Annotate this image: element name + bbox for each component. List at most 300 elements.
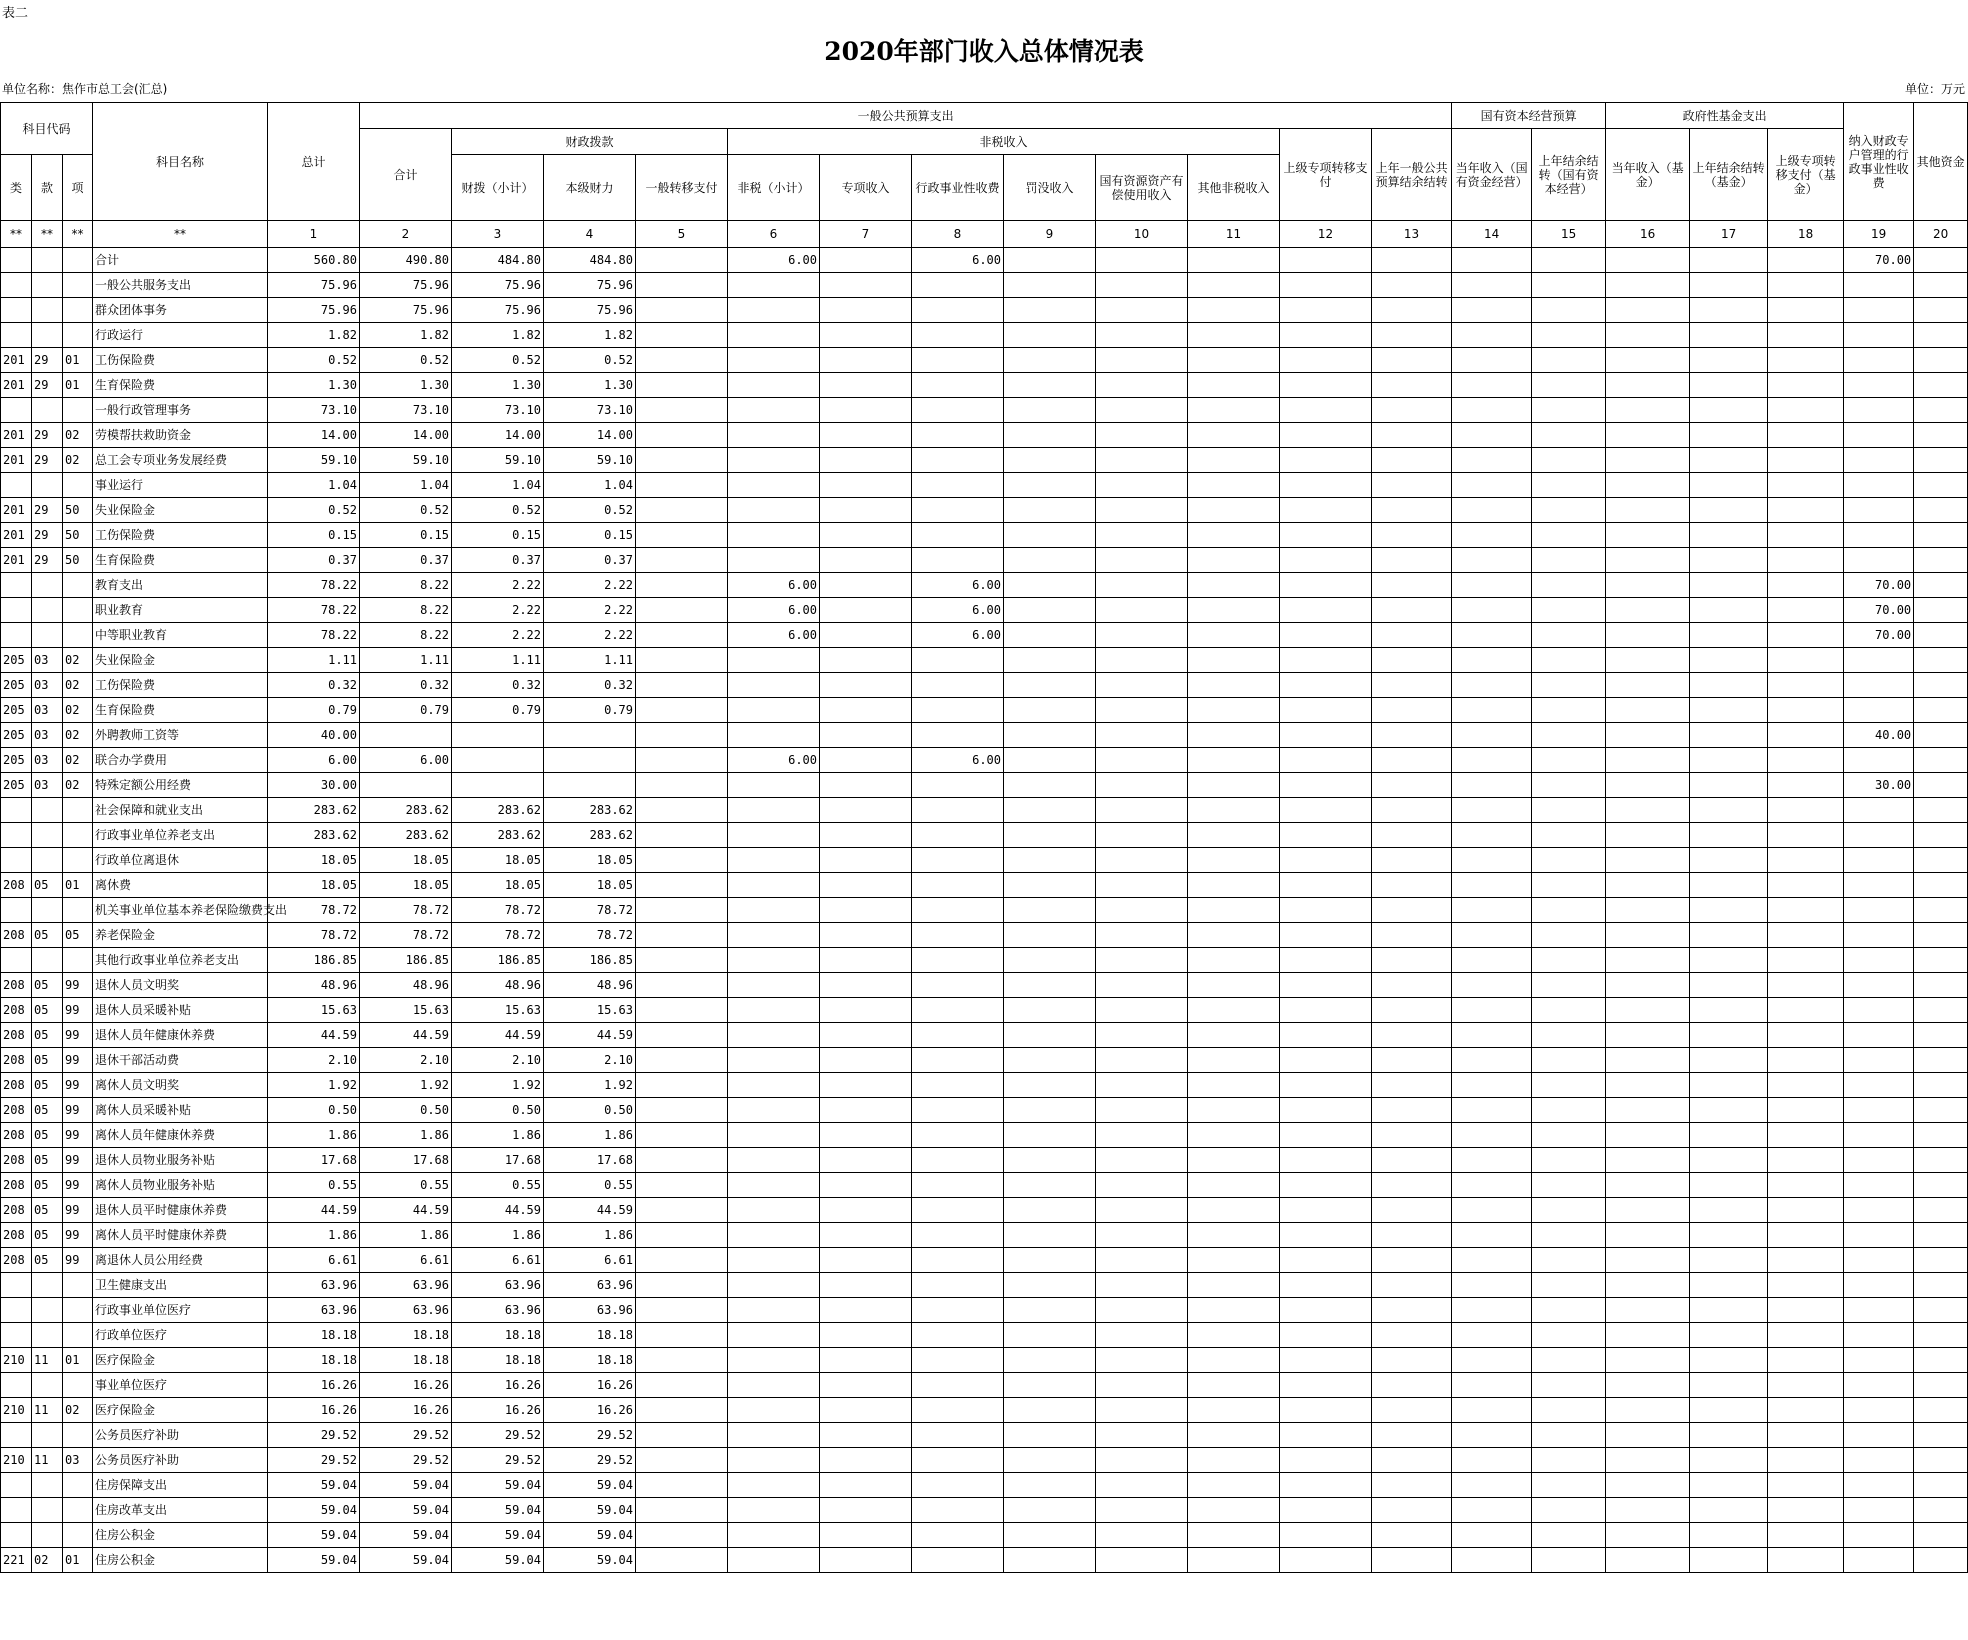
fiscal-subtotal-cell: 2.10: [452, 1048, 544, 1073]
total-cell: 0.52: [268, 498, 360, 523]
special-income-cell: [820, 1373, 912, 1398]
entry-code-cell: 02: [63, 773, 93, 798]
admin-fees-cell: [912, 298, 1004, 323]
nontax-subtotal-cell: [728, 498, 820, 523]
prev-general-balance-cell: [1372, 348, 1452, 373]
confiscation-cell: [1004, 1473, 1096, 1498]
prev-general-balance-cell: [1372, 698, 1452, 723]
state-asset-income-cell: [1096, 773, 1188, 798]
column-index-cell: 13: [1372, 221, 1452, 248]
fiscal-managed-fees-cell: [1844, 423, 1914, 448]
nontax-subtotal-cell: [728, 1423, 820, 1448]
subject-name-cell: 行政运行: [93, 323, 268, 348]
prev-general-balance-cell: [1372, 848, 1452, 873]
prev-general-balance-cell: [1372, 1123, 1452, 1148]
column-index-cell: 7: [820, 221, 912, 248]
subject-name-cell: 一般公共服务支出: [93, 273, 268, 298]
prev-balance-capital-cell: [1532, 798, 1606, 823]
fiscal-managed-fees-cell: 70.00: [1844, 573, 1914, 598]
prev-balance-capital-cell: [1532, 1273, 1606, 1298]
total-cell: 1.82: [268, 323, 360, 348]
prev-general-balance-cell: [1372, 1223, 1452, 1248]
upper-special-fund-cell: [1768, 1448, 1844, 1473]
fiscal-managed-fees-cell: [1844, 798, 1914, 823]
prev-balance-fund-cell: [1690, 748, 1768, 773]
current-income-capital-cell: [1452, 1523, 1532, 1548]
fiscal-subtotal-cell: 73.10: [452, 398, 544, 423]
fiscal-subtotal-cell: 2.22: [452, 623, 544, 648]
total-cell: 63.96: [268, 1273, 360, 1298]
state-asset-income-cell: [1096, 1248, 1188, 1273]
subtotal-cell: 0.79: [360, 698, 452, 723]
kind-code-cell: [1, 473, 32, 498]
entry-code-cell: [63, 1373, 93, 1398]
entry-code-cell: 01: [63, 373, 93, 398]
prev-balance-fund-cell: [1690, 873, 1768, 898]
current-income-capital-cell: [1452, 648, 1532, 673]
current-income-fund-cell: [1606, 1273, 1690, 1298]
local-financial-cell: 1.82: [544, 323, 636, 348]
kind-code-cell: [1, 248, 32, 273]
general-transfer-cell: [636, 1348, 728, 1373]
admin-fees-cell: [912, 1273, 1004, 1298]
upper-special-fund-cell: [1768, 998, 1844, 1023]
admin-fees-cell: [912, 448, 1004, 473]
confiscation-cell: [1004, 348, 1096, 373]
total-cell: 16.26: [268, 1398, 360, 1423]
confiscation-cell: [1004, 698, 1096, 723]
general-transfer-cell: [636, 1473, 728, 1498]
other-funds-cell: [1914, 873, 1968, 898]
other-nontax-cell: [1188, 1123, 1280, 1148]
admin-fees-cell: [912, 473, 1004, 498]
subtotal-cell: 14.00: [360, 423, 452, 448]
general-transfer-cell: [636, 948, 728, 973]
confiscation-cell: [1004, 773, 1096, 798]
fiscal-managed-fees-cell: [1844, 1523, 1914, 1548]
prev-balance-capital-cell: [1532, 848, 1606, 873]
prev-general-balance-cell: [1372, 398, 1452, 423]
admin-fees-cell: [912, 273, 1004, 298]
other-nontax-cell: [1188, 1048, 1280, 1073]
confiscation-cell: [1004, 398, 1096, 423]
fiscal-managed-fees-cell: [1844, 1348, 1914, 1373]
fiscal-managed-fees-cell: 30.00: [1844, 773, 1914, 798]
fiscal-managed-fees-cell: 70.00: [1844, 623, 1914, 648]
special-income-cell: [820, 973, 912, 998]
kind-code-cell: 221: [1, 1548, 32, 1573]
upper-special-transfer-cell: [1280, 823, 1372, 848]
other-funds-cell: [1914, 748, 1968, 773]
upper-special-fund-cell: [1768, 1498, 1844, 1523]
header-fiscal-subtotal: 财拨（小计）: [452, 155, 544, 221]
header-confiscation: 罚没收入: [1004, 155, 1096, 221]
item-code-cell: 29: [32, 373, 63, 398]
other-nontax-cell: [1188, 723, 1280, 748]
general-transfer-cell: [636, 623, 728, 648]
other-funds-cell: [1914, 823, 1968, 848]
local-financial-cell: 0.52: [544, 348, 636, 373]
nontax-subtotal-cell: [728, 1498, 820, 1523]
prev-balance-capital-cell: [1532, 598, 1606, 623]
nontax-subtotal-cell: [728, 723, 820, 748]
fiscal-managed-fees-cell: [1844, 823, 1914, 848]
current-income-capital-cell: [1452, 948, 1532, 973]
fiscal-subtotal-cell: 1.86: [452, 1223, 544, 1248]
upper-special-fund-cell: [1768, 1398, 1844, 1423]
nontax-subtotal-cell: [728, 648, 820, 673]
table-row: [1, 1498, 1968, 1523]
upper-special-transfer-cell: [1280, 1423, 1372, 1448]
special-income-cell: [820, 1473, 912, 1498]
other-nontax-cell: [1188, 1548, 1280, 1573]
subtotal-cell: 59.10: [360, 448, 452, 473]
prev-balance-fund-cell: [1690, 998, 1768, 1023]
local-financial-cell: 29.52: [544, 1423, 636, 1448]
column-index-cell: 17: [1690, 221, 1768, 248]
prev-general-balance-cell: [1372, 1073, 1452, 1098]
item-code-cell: 03: [32, 773, 63, 798]
other-funds-cell: [1914, 1323, 1968, 1348]
nontax-subtotal-cell: [728, 1298, 820, 1323]
local-financial-cell: 1.92: [544, 1073, 636, 1098]
upper-special-fund-cell: [1768, 948, 1844, 973]
general-transfer-cell: [636, 523, 728, 548]
upper-special-transfer-cell: [1280, 348, 1372, 373]
subtotal-cell: 17.68: [360, 1148, 452, 1173]
admin-fees-cell: [912, 1173, 1004, 1198]
column-index-cell: **: [1, 221, 32, 248]
upper-special-fund-cell: [1768, 898, 1844, 923]
fiscal-subtotal-cell: 1.82: [452, 323, 544, 348]
subtotal-cell: 1.86: [360, 1123, 452, 1148]
column-index-cell: 16: [1606, 221, 1690, 248]
current-income-capital-cell: [1452, 673, 1532, 698]
confiscation-cell: [1004, 923, 1096, 948]
confiscation-cell: [1004, 1223, 1096, 1248]
subtotal-cell: 2.10: [360, 1048, 452, 1073]
fiscal-managed-fees-cell: [1844, 1223, 1914, 1248]
other-funds-cell: [1914, 1448, 1968, 1473]
special-income-cell: [820, 273, 912, 298]
confiscation-cell: [1004, 1173, 1096, 1198]
other-nontax-cell: [1188, 1523, 1280, 1548]
prev-general-balance-cell: [1372, 748, 1452, 773]
fiscal-subtotal-cell: 59.04: [452, 1473, 544, 1498]
upper-special-fund-cell: [1768, 373, 1844, 398]
subject-name-cell: 行政单位离退休: [93, 848, 268, 873]
total-cell: 15.63: [268, 998, 360, 1023]
upper-special-transfer-cell: [1280, 1298, 1372, 1323]
upper-special-fund-cell: [1768, 1048, 1844, 1073]
local-financial-cell: 484.80: [544, 248, 636, 273]
local-financial-cell: 2.10: [544, 1048, 636, 1073]
other-funds-cell: [1914, 523, 1968, 548]
upper-special-fund-cell: [1768, 1148, 1844, 1173]
table-row: [1, 1248, 1968, 1273]
total-cell: 40.00: [268, 723, 360, 748]
fiscal-subtotal-cell: 18.05: [452, 873, 544, 898]
fiscal-subtotal-cell: 16.26: [452, 1398, 544, 1423]
special-income-cell: [820, 1073, 912, 1098]
fiscal-subtotal-cell: 78.72: [452, 898, 544, 923]
current-income-capital-cell: [1452, 1473, 1532, 1498]
subtotal-cell: 0.15: [360, 523, 452, 548]
item-code-cell: 02: [32, 1548, 63, 1573]
subtotal-cell: 6.00: [360, 748, 452, 773]
other-funds-cell: [1914, 598, 1968, 623]
subject-name-cell: 生育保险费: [93, 698, 268, 723]
fiscal-managed-fees-cell: 40.00: [1844, 723, 1914, 748]
prev-balance-fund-cell: [1690, 948, 1768, 973]
nontax-subtotal-cell: [728, 923, 820, 948]
current-income-fund-cell: [1606, 248, 1690, 273]
subtotal-cell: 1.92: [360, 1073, 452, 1098]
header-state-capital-budget: 国有资本经营预算: [1452, 103, 1606, 129]
prev-balance-fund-cell: [1690, 398, 1768, 423]
subject-name-cell: 退休人员平时健康休养费: [93, 1198, 268, 1223]
admin-fees-cell: [912, 648, 1004, 673]
entry-code-cell: [63, 798, 93, 823]
local-financial-cell: 75.96: [544, 273, 636, 298]
general-transfer-cell: [636, 673, 728, 698]
upper-special-transfer-cell: [1280, 1523, 1372, 1548]
special-income-cell: [820, 948, 912, 973]
header-general-transfer: 一般转移支付: [636, 155, 728, 221]
prev-balance-capital-cell: [1532, 723, 1606, 748]
admin-fees-cell: [912, 973, 1004, 998]
upper-special-transfer-cell: [1280, 1348, 1372, 1373]
upper-special-transfer-cell: [1280, 273, 1372, 298]
other-nontax-cell: [1188, 873, 1280, 898]
general-transfer-cell: [636, 398, 728, 423]
nontax-subtotal-cell: [728, 348, 820, 373]
kind-code-cell: [1, 398, 32, 423]
local-financial-cell: [544, 748, 636, 773]
table-body: [1, 248, 1968, 1573]
current-income-capital-cell: [1452, 1198, 1532, 1223]
current-income-capital-cell: [1452, 1223, 1532, 1248]
subtotal-cell: 18.18: [360, 1323, 452, 1348]
other-nontax-cell: [1188, 1148, 1280, 1173]
item-code-cell: 05: [32, 1123, 63, 1148]
table-row: [1, 1148, 1968, 1173]
item-code-cell: 29: [32, 548, 63, 573]
subject-name-cell: 离退休人员公用经费: [93, 1248, 268, 1273]
special-income-cell: [820, 748, 912, 773]
total-cell: 17.68: [268, 1148, 360, 1173]
other-nontax-cell: [1188, 773, 1280, 798]
prev-balance-fund-cell: [1690, 373, 1768, 398]
confiscation-cell: [1004, 1098, 1096, 1123]
special-income-cell: [820, 873, 912, 898]
current-income-fund-cell: [1606, 1548, 1690, 1573]
special-income-cell: [820, 623, 912, 648]
fiscal-subtotal-cell: 0.32: [452, 673, 544, 698]
fiscal-subtotal-cell: 59.04: [452, 1523, 544, 1548]
local-financial-cell: 186.85: [544, 948, 636, 973]
table-row: [1, 948, 1968, 973]
current-income-fund-cell: [1606, 1073, 1690, 1098]
subject-name-cell: 行政单位医疗: [93, 1323, 268, 1348]
other-nontax-cell: [1188, 823, 1280, 848]
fiscal-subtotal-cell: 0.52: [452, 498, 544, 523]
table-row: [1, 1423, 1968, 1448]
kind-code-cell: 205: [1, 698, 32, 723]
other-nontax-cell: [1188, 523, 1280, 548]
current-income-fund-cell: [1606, 348, 1690, 373]
other-nontax-cell: [1188, 1498, 1280, 1523]
page-title: 2020年部门收入总体情况表: [824, 37, 1144, 66]
fiscal-managed-fees-cell: [1844, 1473, 1914, 1498]
upper-special-fund-cell: [1768, 423, 1844, 448]
current-income-fund-cell: [1606, 423, 1690, 448]
upper-special-fund-cell: [1768, 1248, 1844, 1273]
item-code-cell: 05: [32, 1223, 63, 1248]
local-financial-cell: [544, 773, 636, 798]
current-income-fund-cell: [1606, 1198, 1690, 1223]
current-income-capital-cell: [1452, 873, 1532, 898]
confiscation-cell: [1004, 323, 1096, 348]
total-cell: 0.32: [268, 673, 360, 698]
table-row: [1, 373, 1968, 398]
upper-special-fund-cell: [1768, 1273, 1844, 1298]
entry-code-cell: 99: [63, 1248, 93, 1273]
subject-name-cell: 退休人员年健康休养费: [93, 1023, 268, 1048]
prev-balance-fund-cell: [1690, 1173, 1768, 1198]
special-income-cell: [820, 598, 912, 623]
total-cell: 78.72: [268, 923, 360, 948]
upper-special-transfer-cell: [1280, 1148, 1372, 1173]
item-code-cell: [32, 598, 63, 623]
fiscal-managed-fees-cell: [1844, 1173, 1914, 1198]
nontax-subtotal-cell: [728, 1473, 820, 1498]
prev-balance-capital-cell: [1532, 273, 1606, 298]
nontax-subtotal-cell: [728, 1123, 820, 1148]
total-cell: 1.30: [268, 373, 360, 398]
kind-code-cell: 208: [1, 1023, 32, 1048]
prev-balance-fund-cell: [1690, 1073, 1768, 1098]
general-transfer-cell: [636, 723, 728, 748]
subtotal-cell: 59.04: [360, 1473, 452, 1498]
table-row: [1, 273, 1968, 298]
item-code-cell: 05: [32, 1173, 63, 1198]
state-asset-income-cell: [1096, 873, 1188, 898]
other-nontax-cell: [1188, 948, 1280, 973]
prev-balance-fund-cell: [1690, 248, 1768, 273]
local-financial-cell: 14.00: [544, 423, 636, 448]
column-index-cell: 3: [452, 221, 544, 248]
fiscal-managed-fees-cell: [1844, 1148, 1914, 1173]
state-asset-income-cell: [1096, 1498, 1188, 1523]
subject-name-cell: 行政事业单位医疗: [93, 1298, 268, 1323]
nontax-subtotal-cell: [728, 898, 820, 923]
fiscal-managed-fees-cell: 70.00: [1844, 248, 1914, 273]
current-income-fund-cell: [1606, 523, 1690, 548]
current-income-capital-cell: [1452, 473, 1532, 498]
table-row: [1, 848, 1968, 873]
special-income-cell: [820, 473, 912, 498]
prev-balance-fund-cell: [1690, 1398, 1768, 1423]
other-funds-cell: [1914, 248, 1968, 273]
current-income-capital-cell: [1452, 798, 1532, 823]
current-income-capital-cell: [1452, 723, 1532, 748]
fiscal-managed-fees-cell: [1844, 1448, 1914, 1473]
current-income-capital-cell: [1452, 1348, 1532, 1373]
subtotal-cell: 0.37: [360, 548, 452, 573]
upper-special-transfer-cell: [1280, 298, 1372, 323]
prev-balance-capital-cell: [1532, 948, 1606, 973]
other-funds-cell: [1914, 1123, 1968, 1148]
other-nontax-cell: [1188, 1223, 1280, 1248]
admin-fees-cell: [912, 898, 1004, 923]
prev-balance-capital-cell: [1532, 1223, 1606, 1248]
local-financial-cell: 16.26: [544, 1398, 636, 1423]
admin-fees-cell: [912, 1148, 1004, 1173]
fiscal-managed-fees-cell: [1844, 498, 1914, 523]
entry-code-cell: [63, 1473, 93, 1498]
header-special-income: 专项收入: [820, 155, 912, 221]
prev-balance-fund-cell: [1690, 298, 1768, 323]
subject-name-cell: 离休人员平时健康休养费: [93, 1223, 268, 1248]
other-funds-cell: [1914, 1248, 1968, 1273]
table-row: [1, 1123, 1968, 1148]
general-transfer-cell: [636, 448, 728, 473]
entry-code-cell: [63, 1323, 93, 1348]
table-row: [1, 1023, 1968, 1048]
upper-special-transfer-cell: [1280, 923, 1372, 948]
general-transfer-cell: [636, 1248, 728, 1273]
kind-code-cell: [1, 1523, 32, 1548]
current-income-capital-cell: [1452, 1248, 1532, 1273]
fiscal-managed-fees-cell: [1844, 848, 1914, 873]
prev-general-balance-cell: [1372, 1323, 1452, 1348]
kind-code-cell: 208: [1, 973, 32, 998]
subject-name-cell: 职业教育: [93, 598, 268, 623]
prev-balance-capital-cell: [1532, 998, 1606, 1023]
confiscation-cell: [1004, 473, 1096, 498]
subtotal-cell: 186.85: [360, 948, 452, 973]
special-income-cell: [820, 1348, 912, 1373]
table-row: [1, 523, 1968, 548]
fiscal-managed-fees-cell: [1844, 273, 1914, 298]
prev-balance-capital-cell: [1532, 1148, 1606, 1173]
fiscal-subtotal-cell: 0.55: [452, 1173, 544, 1198]
other-nontax-cell: [1188, 898, 1280, 923]
general-transfer-cell: [636, 798, 728, 823]
subject-name-cell: 社会保障和就业支出: [93, 798, 268, 823]
total-cell: 16.26: [268, 1373, 360, 1398]
item-code-cell: 11: [32, 1398, 63, 1423]
state-asset-income-cell: [1096, 298, 1188, 323]
upper-special-transfer-cell: [1280, 1248, 1372, 1273]
total-cell: 75.96: [268, 298, 360, 323]
local-financial-cell: 1.04: [544, 473, 636, 498]
prev-general-balance-cell: [1372, 498, 1452, 523]
nontax-subtotal-cell: [728, 1223, 820, 1248]
entry-code-cell: [63, 1523, 93, 1548]
current-income-fund-cell: [1606, 748, 1690, 773]
local-financial-cell: 0.52: [544, 498, 636, 523]
header-kind: 类: [1, 155, 32, 221]
other-funds-cell: [1914, 1048, 1968, 1073]
special-income-cell: [820, 1223, 912, 1248]
special-income-cell: [820, 248, 912, 273]
total-cell: 6.61: [268, 1248, 360, 1273]
nontax-subtotal-cell: [728, 448, 820, 473]
current-income-fund-cell: [1606, 298, 1690, 323]
kind-code-cell: [1, 948, 32, 973]
